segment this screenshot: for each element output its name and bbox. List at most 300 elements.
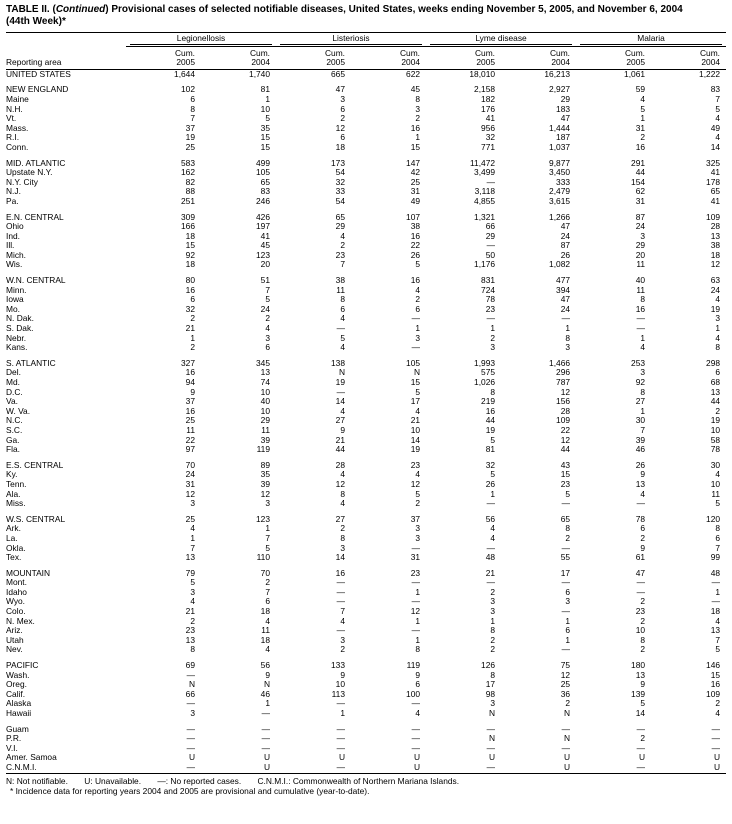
value-cell: 956 bbox=[481, 122, 496, 133]
value-cell: 183 bbox=[556, 103, 571, 114]
reporting-area-cell: Wash. bbox=[6, 669, 30, 680]
footnote-star: * Incidence data for reporting years 2004 and 2005 are provisional and cumulative (year-to-date). bbox=[10, 785, 370, 796]
value-cell: 8 bbox=[640, 386, 646, 397]
value-cell: 7 bbox=[265, 586, 270, 597]
value-cell: 97 bbox=[185, 444, 195, 455]
value-cell: 23 bbox=[335, 249, 345, 260]
value-cell: 4 bbox=[415, 284, 421, 295]
value-cell: 10 bbox=[260, 386, 270, 397]
value-cell: 16 bbox=[485, 405, 496, 416]
value-cell: 6 bbox=[415, 679, 421, 690]
value-cell: — bbox=[636, 742, 646, 753]
value-cell: 12 bbox=[185, 488, 195, 499]
value-cell: — bbox=[336, 723, 345, 734]
title-suffix: ) Provisional cases of selected notifiable diseases, United States, weeks ending November 5, 2005, and November 6, 2004 bbox=[105, 4, 683, 15]
value-cell: 5 bbox=[265, 542, 270, 553]
value-cell: 23 bbox=[185, 625, 195, 636]
value-cell: 7 bbox=[715, 542, 721, 553]
table-row bbox=[6, 343, 726, 353]
value-cell: — bbox=[486, 176, 496, 187]
value-cell: 2 bbox=[640, 615, 646, 626]
value-cell: 37 bbox=[185, 396, 195, 407]
value-cell: 771 bbox=[481, 141, 496, 152]
value-cell: 29 bbox=[560, 93, 571, 104]
reporting-area-cell: Ariz. bbox=[6, 625, 23, 636]
value-cell: — bbox=[186, 698, 195, 709]
value-cell: U bbox=[351, 763, 426, 773]
value-cell: 83 bbox=[710, 84, 721, 95]
value-cell: 1 bbox=[415, 586, 421, 597]
table-row bbox=[6, 445, 726, 455]
table-row bbox=[6, 436, 726, 446]
col-header: Cum. 2005 bbox=[426, 46, 501, 69]
value-cell: 298 bbox=[706, 357, 721, 368]
value-cell: 39 bbox=[635, 434, 646, 445]
value-cell: 291 bbox=[631, 157, 646, 168]
table-row bbox=[6, 461, 726, 471]
value-cell: 9 bbox=[265, 669, 270, 680]
value-cell: 1 bbox=[265, 523, 270, 534]
value-cell: 16 bbox=[185, 284, 195, 295]
value-cell: — bbox=[561, 644, 571, 655]
reporting-area-cell: Nev. bbox=[6, 644, 23, 655]
value-cell: 12 bbox=[335, 478, 345, 489]
table-row bbox=[6, 763, 726, 773]
value-cell: — bbox=[561, 723, 571, 734]
table-row bbox=[6, 324, 726, 334]
table-row bbox=[6, 314, 726, 324]
value-cell: 14 bbox=[335, 552, 345, 563]
reporting-area-cell: N. Dak. bbox=[6, 313, 34, 324]
value-cell: 32 bbox=[485, 459, 496, 470]
value-cell: 27 bbox=[635, 396, 646, 407]
reporting-area-cell: Tex. bbox=[6, 552, 22, 563]
value-cell: 23 bbox=[410, 459, 421, 470]
table-row bbox=[6, 661, 726, 671]
value-cell: 7 bbox=[340, 259, 345, 270]
value-cell: 1 bbox=[190, 332, 195, 343]
value-cell: 21 bbox=[185, 606, 195, 617]
value-cell: 26 bbox=[635, 459, 646, 470]
value-cell: 35 bbox=[260, 469, 270, 480]
table-row bbox=[6, 407, 726, 417]
value-cell: 47 bbox=[635, 567, 646, 578]
value-cell: 16,213 bbox=[544, 68, 571, 79]
value-cell: — bbox=[486, 498, 496, 509]
value-cell: 3 bbox=[415, 103, 421, 114]
value-cell: 2 bbox=[640, 644, 646, 655]
value-cell: 119 bbox=[256, 444, 270, 455]
value-cell: 5 bbox=[190, 577, 195, 588]
value-cell: 16 bbox=[410, 230, 421, 241]
value-cell: 9 bbox=[340, 424, 345, 435]
value-cell: 4 bbox=[715, 615, 721, 626]
value-cell: 87 bbox=[635, 211, 646, 222]
value-cell: 5 bbox=[490, 434, 496, 445]
value-cell: 2 bbox=[190, 313, 195, 324]
value-cell: 32 bbox=[335, 176, 345, 187]
value-cell: 2 bbox=[715, 698, 721, 709]
value-cell: 109 bbox=[706, 211, 721, 222]
value-cell: 105 bbox=[256, 167, 270, 178]
table-row bbox=[6, 607, 726, 617]
table-row bbox=[6, 197, 726, 207]
table-row bbox=[6, 480, 726, 490]
value-cell: 105 bbox=[406, 357, 421, 368]
value-cell: 37 bbox=[185, 122, 195, 133]
reporting-area-cell: PACIFIC bbox=[6, 660, 39, 671]
value-cell: 2 bbox=[265, 577, 270, 588]
value-cell: — bbox=[186, 723, 195, 734]
reporting-area-cell: MID. ATLANTIC bbox=[6, 157, 66, 168]
table-row bbox=[6, 178, 726, 188]
value-cell: 3,499 bbox=[474, 167, 496, 178]
value-cell: 14 bbox=[410, 434, 421, 445]
reporting-area-cell: MOUNTAIN bbox=[6, 567, 51, 578]
value-cell: — bbox=[411, 733, 421, 744]
value-cell: 1 bbox=[190, 532, 195, 543]
value-cell: 80 bbox=[185, 275, 195, 286]
value-cell: 14 bbox=[335, 396, 345, 407]
value-cell: 1 bbox=[265, 93, 270, 104]
col-header: Cum. 2005 bbox=[276, 46, 351, 69]
value-cell: 9 bbox=[415, 669, 421, 680]
value-cell: — bbox=[411, 313, 421, 324]
col-header: Cum. 2005 bbox=[576, 46, 651, 69]
value-cell: 74 bbox=[260, 377, 270, 387]
value-cell: 56 bbox=[260, 660, 270, 671]
footnote-n: N: Not notifiable. bbox=[6, 775, 68, 786]
value-cell: 2 bbox=[640, 733, 646, 744]
value-cell: N bbox=[413, 367, 421, 378]
value-cell: 147 bbox=[406, 157, 421, 168]
value-cell: 81 bbox=[485, 444, 496, 455]
value-cell: 14 bbox=[635, 708, 646, 718]
value-cell: 12 bbox=[710, 259, 721, 270]
value-cell: 123 bbox=[256, 249, 270, 260]
value-cell: U bbox=[188, 752, 195, 763]
value-cell: 25 bbox=[185, 415, 195, 426]
value-cell: 246 bbox=[256, 195, 270, 206]
value-cell: 41 bbox=[485, 113, 496, 124]
reporting-area-cell: Kans. bbox=[6, 342, 28, 353]
value-cell: — bbox=[186, 742, 195, 753]
value-cell: — bbox=[561, 498, 571, 509]
reporting-area-cell: N. Mex. bbox=[6, 615, 35, 626]
value-cell: 82 bbox=[185, 176, 195, 187]
value-cell: 2,479 bbox=[549, 186, 571, 197]
table-row bbox=[6, 699, 726, 709]
reporting-area-cell: Tenn. bbox=[6, 478, 27, 489]
value-cell: 4 bbox=[415, 469, 421, 480]
value-cell: 178 bbox=[706, 176, 721, 187]
value-cell: 6 bbox=[190, 93, 195, 104]
value-cell: 25 bbox=[185, 513, 195, 524]
value-cell: 12 bbox=[560, 669, 571, 680]
value-cell: 107 bbox=[406, 211, 421, 222]
value-cell: 65 bbox=[335, 211, 345, 222]
reporting-area-cell: Fla. bbox=[6, 444, 20, 455]
value-cell: 11 bbox=[186, 424, 195, 435]
value-cell: 40 bbox=[635, 275, 646, 286]
value-cell: 1,444 bbox=[549, 122, 571, 133]
footnote-dash: —: No reported cases. bbox=[157, 775, 242, 786]
value-cell: 1,222 bbox=[699, 68, 721, 79]
value-cell: 1,026 bbox=[474, 377, 496, 387]
value-cell: N bbox=[563, 708, 571, 718]
value-cell: 162 bbox=[181, 167, 195, 178]
reporting-area-cell: Conn. bbox=[6, 141, 29, 152]
value-cell: 3 bbox=[265, 332, 270, 343]
title-week: (44th Week)* bbox=[6, 16, 66, 27]
value-cell: — bbox=[336, 698, 345, 709]
table-title bbox=[6, 4, 726, 28]
value-cell: 27 bbox=[335, 415, 345, 426]
value-cell: 2 bbox=[640, 532, 646, 543]
value-cell: 45 bbox=[260, 240, 270, 251]
value-cell: 16 bbox=[410, 122, 421, 133]
reporting-area-cell: Oreg. bbox=[6, 679, 27, 690]
value-cell: 4 bbox=[415, 708, 421, 718]
value-cell: 9 bbox=[640, 469, 646, 480]
reporting-area-cell: Mont. bbox=[6, 577, 27, 588]
table-row bbox=[6, 499, 726, 509]
value-cell: — bbox=[336, 625, 345, 636]
value-cell: 11 bbox=[261, 424, 270, 435]
value-cell: 18 bbox=[335, 141, 345, 152]
value-cell: 1 bbox=[640, 405, 646, 416]
table-row bbox=[6, 295, 726, 305]
value-cell: 15 bbox=[260, 132, 270, 143]
reporting-area-cell: N.H. bbox=[6, 103, 23, 114]
value-cell: 78 bbox=[710, 444, 721, 455]
value-cell: 3 bbox=[490, 698, 496, 709]
reporting-area-cell: N.J. bbox=[6, 186, 21, 197]
value-cell: 24 bbox=[560, 303, 571, 314]
value-cell: 51 bbox=[260, 275, 270, 286]
value-cell: 24 bbox=[560, 230, 571, 241]
value-cell: 98 bbox=[485, 688, 496, 699]
value-cell: 6 bbox=[265, 342, 270, 353]
value-cell: — bbox=[336, 733, 345, 744]
reporting-area-cell: Va. bbox=[6, 396, 18, 407]
table-row bbox=[6, 524, 726, 534]
value-cell: 81 bbox=[260, 84, 270, 95]
reporting-area-cell: Mass. bbox=[6, 122, 29, 133]
reporting-area-cell: Utah bbox=[6, 634, 24, 645]
reporting-area-cell: W.S. CENTRAL bbox=[6, 513, 66, 524]
value-cell: 3 bbox=[415, 532, 421, 543]
value-cell: 5 bbox=[415, 386, 421, 397]
value-cell: — bbox=[411, 698, 421, 709]
value-cell: 49 bbox=[410, 195, 421, 206]
value-cell: 126 bbox=[481, 660, 496, 671]
reporting-area-cell: Ga. bbox=[6, 434, 20, 445]
col-header: Cum. 2005 bbox=[126, 46, 201, 69]
value-cell: 2 bbox=[415, 498, 421, 509]
value-cell: 1 bbox=[715, 586, 721, 597]
value-cell: 13 bbox=[710, 230, 721, 241]
value-cell: 24 bbox=[635, 221, 646, 232]
value-cell: 43 bbox=[560, 459, 571, 470]
value-cell: — bbox=[411, 542, 421, 553]
table-row bbox=[6, 124, 726, 134]
value-cell: 4 bbox=[715, 469, 721, 480]
title-prefix: TABLE II. ( bbox=[6, 4, 56, 15]
table-row bbox=[6, 515, 726, 525]
value-cell: — bbox=[711, 596, 721, 607]
value-cell: 11,472 bbox=[470, 157, 496, 168]
value-cell: 1 bbox=[415, 132, 421, 143]
group-header-listeriosis: Listeriosis bbox=[276, 33, 426, 47]
value-cell: 26 bbox=[560, 249, 571, 260]
value-cell: 1 bbox=[265, 698, 270, 709]
group-header-lyme-disease: Lyme disease bbox=[426, 33, 576, 47]
value-cell: 1 bbox=[715, 323, 721, 334]
value-cell: 10 bbox=[260, 103, 270, 114]
value-cell: U bbox=[201, 763, 276, 773]
value-cell: 44 bbox=[635, 167, 646, 178]
reporting-area-cell: W. Va. bbox=[6, 405, 31, 416]
value-cell: 88 bbox=[185, 186, 195, 197]
value-cell: 4 bbox=[265, 644, 270, 655]
value-cell: 4 bbox=[715, 294, 721, 305]
value-cell: — bbox=[711, 742, 721, 753]
value-cell: — bbox=[336, 323, 345, 334]
value-cell: 1 bbox=[415, 615, 421, 626]
table-row bbox=[6, 305, 726, 315]
value-cell: — bbox=[336, 586, 345, 597]
value-cell: 59 bbox=[635, 84, 646, 95]
table-row bbox=[6, 734, 726, 744]
value-cell: 8 bbox=[340, 294, 345, 305]
value-cell: 16 bbox=[635, 141, 646, 152]
value-cell: 2 bbox=[490, 634, 496, 645]
value-cell: 7 bbox=[715, 634, 721, 645]
value-cell: 23 bbox=[560, 478, 571, 489]
value-cell: 12 bbox=[410, 606, 421, 617]
value-cell: 15 bbox=[410, 377, 421, 387]
table-row bbox=[6, 105, 726, 115]
value-cell: 5 bbox=[340, 332, 345, 343]
value-cell: N bbox=[188, 679, 195, 690]
value-cell: 6 bbox=[265, 596, 270, 607]
table-row bbox=[6, 159, 726, 169]
table-row bbox=[6, 168, 726, 178]
value-cell: 30 bbox=[635, 415, 646, 426]
table-row bbox=[6, 187, 726, 197]
value-cell: 4 bbox=[415, 405, 421, 416]
value-cell: 2 bbox=[490, 332, 496, 343]
value-cell: 133 bbox=[331, 660, 345, 671]
value-cell: 8 bbox=[340, 532, 345, 543]
value-cell: 70 bbox=[185, 459, 195, 470]
value-cell: — bbox=[486, 313, 496, 324]
value-cell: 22 bbox=[410, 240, 421, 251]
reporting-area-cell: N.C. bbox=[6, 415, 23, 426]
table-row bbox=[6, 95, 726, 105]
value-cell: 156 bbox=[556, 396, 571, 407]
value-cell: 14 bbox=[710, 141, 721, 152]
reporting-area-cell: UNITED STATES bbox=[6, 68, 71, 79]
value-cell: — bbox=[261, 723, 270, 734]
value-cell: U bbox=[638, 752, 646, 763]
value-cell: 4 bbox=[715, 113, 721, 124]
table-row bbox=[6, 690, 726, 700]
value-cell: 21 bbox=[335, 434, 345, 445]
value-cell: U bbox=[563, 752, 571, 763]
value-cell: 1,266 bbox=[549, 211, 571, 222]
value-cell: 102 bbox=[181, 84, 195, 95]
value-cell: 69 bbox=[185, 660, 195, 671]
table-row bbox=[6, 241, 726, 251]
reporting-area-cell: N.Y. City bbox=[6, 176, 38, 187]
value-cell: 173 bbox=[331, 157, 345, 168]
value-cell: 12 bbox=[260, 488, 270, 499]
value-cell: 40 bbox=[260, 396, 270, 407]
value-cell: 79 bbox=[185, 567, 195, 578]
value-cell: 56 bbox=[485, 513, 496, 524]
value-cell: 2 bbox=[190, 342, 195, 353]
table-row bbox=[6, 626, 726, 636]
col-header: Cum. 2004 bbox=[351, 46, 426, 69]
value-cell: 15 bbox=[710, 669, 721, 680]
value-cell: 2 bbox=[340, 523, 345, 534]
value-cell: 47 bbox=[560, 221, 571, 232]
value-cell: 7 bbox=[190, 542, 195, 553]
reporting-area-cell: Colo. bbox=[6, 606, 26, 617]
value-cell: 5 bbox=[565, 488, 571, 499]
reporting-area-cell: Mich. bbox=[6, 249, 27, 260]
value-cell: 23 bbox=[410, 567, 421, 578]
value-cell: 7 bbox=[190, 113, 195, 124]
value-cell: 5 bbox=[265, 294, 270, 305]
value-cell: 1 bbox=[640, 113, 646, 124]
table-row bbox=[6, 617, 726, 627]
value-cell: 20 bbox=[635, 249, 646, 260]
table-row bbox=[6, 232, 726, 242]
value-cell: 18 bbox=[185, 259, 195, 270]
value-cell: 327 bbox=[181, 357, 195, 368]
value-cell: 50 bbox=[485, 249, 496, 260]
reporting-area-cell: Del. bbox=[6, 367, 21, 378]
value-cell: — bbox=[126, 763, 201, 773]
value-cell: 65 bbox=[560, 513, 571, 524]
value-cell: 1 bbox=[565, 634, 571, 645]
footnotes bbox=[6, 776, 726, 796]
value-cell: — bbox=[561, 542, 571, 553]
value-cell: 1,082 bbox=[549, 259, 571, 270]
value-cell: 4 bbox=[715, 332, 721, 343]
value-cell: 94 bbox=[185, 377, 195, 387]
value-cell: U bbox=[338, 752, 345, 763]
value-cell: 15 bbox=[185, 240, 195, 251]
value-cell: 1,061 bbox=[624, 68, 646, 79]
reporting-area-cell: Miss. bbox=[6, 498, 26, 509]
value-cell: 109 bbox=[556, 415, 571, 426]
reporting-area-cell: Amer. Samoa bbox=[6, 752, 57, 763]
value-cell: 10 bbox=[260, 405, 270, 416]
value-cell: 66 bbox=[485, 221, 496, 232]
table-row bbox=[6, 553, 726, 563]
value-cell: 309 bbox=[181, 211, 195, 222]
value-cell: 333 bbox=[556, 176, 571, 187]
value-cell: 89 bbox=[260, 459, 270, 470]
table-row bbox=[6, 251, 726, 261]
value-cell: — bbox=[261, 742, 270, 753]
col-header: Cum. 2004 bbox=[201, 46, 276, 69]
value-cell: 8 bbox=[340, 488, 345, 499]
